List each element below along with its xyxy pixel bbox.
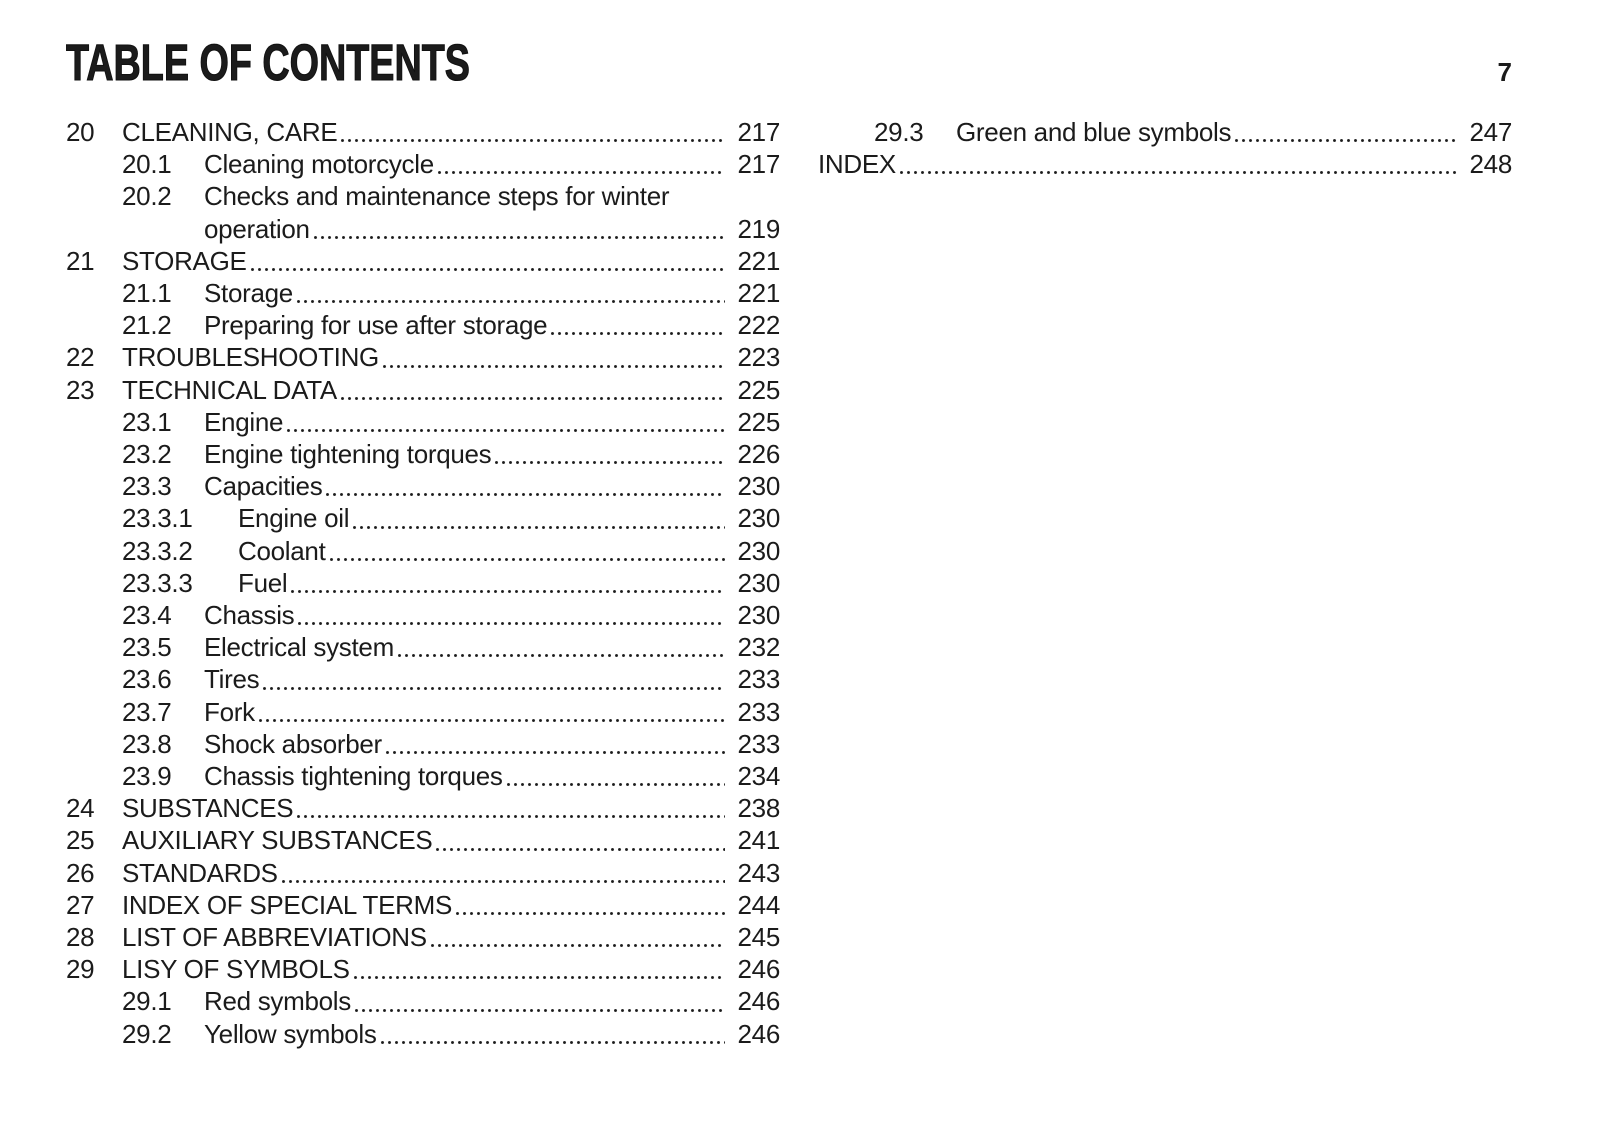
toc-entry-page: 225 xyxy=(737,406,780,437)
dot-leader xyxy=(503,760,734,792)
toc-entry-line xyxy=(66,599,780,631)
toc-entry-number: 21.1 xyxy=(122,278,172,309)
toc-entry-number: 23.3.2 xyxy=(122,535,193,566)
toc-entry-title: TROUBLESHOOTING xyxy=(122,342,379,373)
toc-entry-number: 20.1 xyxy=(122,149,172,180)
toc-entry-title: INDEX OF SPECIAL TERMS xyxy=(122,889,453,920)
dot-leader xyxy=(294,599,734,631)
toc-entry-title: Coolant xyxy=(238,535,326,566)
toc-entry xyxy=(66,631,780,663)
toc-entry-title: Shock absorber xyxy=(204,728,382,759)
dot-leader xyxy=(310,213,734,245)
toc-entry xyxy=(66,985,780,1017)
toc-entry-number: 29.3 xyxy=(874,117,924,147)
toc-entry xyxy=(66,792,780,824)
dot-leader xyxy=(427,921,734,953)
toc-entry-title: LIST OF ABBREVIATIONS xyxy=(122,922,427,953)
toc-entry-line xyxy=(66,1018,780,1050)
dot-leader xyxy=(394,631,734,663)
toc-entry-number: 23.8 xyxy=(122,728,172,759)
toc-entry xyxy=(66,599,780,631)
dot-leader xyxy=(278,857,734,889)
toc-entry-number: 23.9 xyxy=(122,761,172,792)
toc-entry xyxy=(66,760,780,792)
toc-entry-number: 25 xyxy=(66,825,95,856)
toc-entry-line xyxy=(66,502,780,534)
toc-entry-number: 23.3.3 xyxy=(122,567,193,598)
toc-entry-page: 222 xyxy=(737,310,780,341)
dot-leader xyxy=(351,985,734,1017)
toc-entry-page: 230 xyxy=(737,503,780,534)
toc-entry xyxy=(66,148,780,180)
toc-entry-title: SUBSTANCES xyxy=(122,793,294,824)
dot-leader xyxy=(255,696,734,728)
dot-leader xyxy=(293,277,734,309)
toc-entry-title: Fuel xyxy=(238,567,288,598)
toc-entry-page: 248 xyxy=(1469,149,1512,180)
toc-entry-line xyxy=(66,116,780,148)
toc-entry-line xyxy=(66,438,780,470)
toc-entry xyxy=(66,502,780,534)
toc-entry-line xyxy=(66,535,780,567)
toc-entry xyxy=(66,277,780,309)
toc-entry-page: 217 xyxy=(737,149,780,180)
toc-entry-title: Cleaning motorcycle xyxy=(204,149,434,180)
toc-entry-number: 29.1 xyxy=(122,986,172,1017)
toc-entry-page: 246 xyxy=(737,1018,780,1049)
toc-entry xyxy=(66,180,780,244)
toc-entry-title: Yellow symbols xyxy=(204,1018,377,1049)
toc-entry-line xyxy=(66,663,780,695)
toc-entry-number: 23.1 xyxy=(122,406,172,437)
toc-entry-number: 27 xyxy=(66,889,95,920)
toc-entry xyxy=(66,341,780,373)
toc-entry xyxy=(66,535,780,567)
toc-entry-title: STANDARDS xyxy=(122,857,278,888)
toc-entry-line xyxy=(66,857,780,889)
toc-entry-page: 233 xyxy=(737,728,780,759)
toc-entry-number: 23.2 xyxy=(122,439,172,470)
toc-entry-line xyxy=(818,116,1512,148)
dot-leader xyxy=(1231,116,1466,148)
toc-entry-page: 232 xyxy=(737,632,780,663)
toc-entry-page: 230 xyxy=(737,600,780,631)
dot-leader xyxy=(322,470,734,502)
toc-entry-page: 230 xyxy=(737,471,780,502)
toc-entry-title-continued: operation xyxy=(204,213,310,244)
toc-entry-title: Preparing for use after storage xyxy=(204,310,548,341)
dot-leader xyxy=(896,148,1466,180)
dot-leader xyxy=(337,374,734,406)
toc-entry-page: 244 xyxy=(737,889,780,920)
dot-leader xyxy=(547,309,734,341)
toc-entry-page: 245 xyxy=(737,922,780,953)
toc-entry-page: 221 xyxy=(737,245,780,276)
toc-entry-number: 20 xyxy=(66,117,95,147)
toc-entry-number: 23.3.1 xyxy=(122,503,193,534)
toc-entry-number: 26 xyxy=(66,857,95,888)
toc-entry-title: TECHNICAL DATA xyxy=(122,374,337,405)
toc-entry-title: AUXILIARY SUBSTANCES xyxy=(122,825,433,856)
dot-leader xyxy=(349,502,734,534)
toc-entry-number: 23.5 xyxy=(122,632,172,663)
dot-leader xyxy=(491,438,734,470)
page-title: TABLE OF CONTENTS xyxy=(66,34,470,91)
toc-entry-page: 230 xyxy=(737,535,780,566)
toc-entry-title: LISY OF SYMBOLS xyxy=(122,954,350,985)
toc-entry-page: 234 xyxy=(737,761,780,792)
toc-entry-page: 219 xyxy=(737,213,780,244)
toc-entry-line xyxy=(66,824,780,856)
toc-entry xyxy=(66,406,780,438)
toc-entry-number: 23 xyxy=(66,374,95,405)
toc-entry-line xyxy=(66,567,780,599)
toc-entry-title: Fork xyxy=(204,696,255,727)
toc-entry-line xyxy=(66,406,780,438)
toc-entry-title: STORAGE xyxy=(122,245,247,276)
toc-entry xyxy=(66,857,780,889)
toc-entry-page: 246 xyxy=(737,954,780,985)
toc-entry-line xyxy=(66,148,780,180)
toc-entry-number: 21.2 xyxy=(122,310,172,341)
toc-entry xyxy=(818,116,1512,148)
toc-entry-number: 23.3 xyxy=(122,471,172,502)
dot-leader xyxy=(326,535,734,567)
page-number: 7 xyxy=(1497,57,1512,87)
toc-entry-title: Tires xyxy=(204,664,260,695)
toc-entry-title: Checks and maintenance steps for winter xyxy=(204,181,670,212)
toc-entry-title: Chassis tightening torques xyxy=(204,761,503,792)
toc-entry-line xyxy=(66,631,780,663)
toc-entry-title: INDEX xyxy=(818,149,896,180)
toc-entry-line xyxy=(66,374,780,406)
toc-entry-line xyxy=(66,792,780,824)
toc-entry-page: 221 xyxy=(737,278,780,309)
toc-entry xyxy=(66,245,780,277)
toc-entry-line xyxy=(66,180,780,212)
toc-entry xyxy=(66,728,780,760)
toc-entry-number: 24 xyxy=(66,793,95,824)
dot-leader xyxy=(247,245,734,277)
toc-entry-number: 29 xyxy=(66,954,95,985)
dot-leader xyxy=(350,953,734,985)
dot-leader xyxy=(337,116,734,148)
toc-entry-line xyxy=(66,277,780,309)
toc-entry-page: 246 xyxy=(737,986,780,1017)
toc-entry-line xyxy=(66,889,780,921)
toc-entry-page: 226 xyxy=(737,439,780,470)
toc-entry xyxy=(66,889,780,921)
toc-entry-number: 21 xyxy=(66,245,95,276)
toc-entry xyxy=(66,116,780,148)
toc-entry-number: 22 xyxy=(66,342,95,373)
toc-entry-page: 238 xyxy=(737,793,780,824)
toc-entry-line xyxy=(66,245,780,277)
toc-entry-page: 225 xyxy=(737,374,780,405)
toc-entry-page: 217 xyxy=(737,117,780,147)
dot-leader xyxy=(432,824,734,856)
toc-entry xyxy=(66,953,780,985)
toc-entry-line xyxy=(66,953,780,985)
toc-entry-number: 23.6 xyxy=(122,664,172,695)
toc-entry-line xyxy=(66,213,780,245)
toc-entry xyxy=(66,567,780,599)
toc-entry xyxy=(66,1018,780,1050)
toc-entry-number: 29.2 xyxy=(122,1018,172,1049)
toc-entry-number: 20.2 xyxy=(122,181,172,212)
toc-entry-page: 241 xyxy=(737,825,780,856)
toc-entry xyxy=(66,374,780,406)
toc-column-right xyxy=(818,116,1512,180)
toc-entry-number: 23.7 xyxy=(122,696,172,727)
dot-leader xyxy=(379,341,734,373)
toc-entry-title: Green and blue symbols xyxy=(956,117,1232,147)
toc-entry-line xyxy=(66,470,780,502)
toc-entry xyxy=(66,696,780,728)
toc-entry-line xyxy=(66,341,780,373)
toc-entry-page: 247 xyxy=(1469,117,1512,147)
toc-entry-title: CLEANING, CARE xyxy=(122,117,338,147)
toc-entry-title: Storage xyxy=(204,278,293,309)
toc-entry-title: Capacities xyxy=(204,471,323,502)
dot-leader xyxy=(377,1018,734,1050)
toc-entry-title: Chassis xyxy=(204,600,295,631)
toc-entry xyxy=(66,824,780,856)
toc-entry-line xyxy=(66,728,780,760)
toc-entry-page: 243 xyxy=(737,857,780,888)
toc-entry-title: Electrical system xyxy=(204,632,394,663)
dot-leader xyxy=(259,663,734,695)
toc-entry-number: 28 xyxy=(66,922,95,953)
toc-entry xyxy=(66,921,780,953)
toc-entry-line xyxy=(66,760,780,792)
dot-leader xyxy=(287,567,734,599)
toc-entry xyxy=(66,438,780,470)
toc-entry xyxy=(66,663,780,695)
toc-entry-page: 223 xyxy=(737,342,780,373)
toc-column-left xyxy=(66,116,780,1050)
toc-entry-title: Engine oil xyxy=(238,503,350,534)
toc-entry-line xyxy=(66,921,780,953)
toc-entry-title: Engine tightening torques xyxy=(204,439,492,470)
toc-entry-line xyxy=(66,985,780,1017)
toc-entry-line xyxy=(66,309,780,341)
toc-entry-title: Red symbols xyxy=(204,986,351,1017)
toc-entry-page: 233 xyxy=(737,696,780,727)
toc-entry-line xyxy=(818,148,1512,180)
dot-leader xyxy=(434,148,734,180)
dot-leader xyxy=(293,792,734,824)
dot-leader xyxy=(452,889,734,921)
toc-entry-page: 233 xyxy=(737,664,780,695)
toc-entry-line xyxy=(66,696,780,728)
toc-entry xyxy=(66,309,780,341)
toc-entry xyxy=(818,148,1512,180)
dot-leader xyxy=(283,406,734,438)
toc-entry xyxy=(66,470,780,502)
toc-entry-page: 230 xyxy=(737,567,780,598)
dot-leader xyxy=(382,728,734,760)
toc-entry-title: Engine xyxy=(204,406,284,437)
toc-entry-number: 23.4 xyxy=(122,600,172,631)
